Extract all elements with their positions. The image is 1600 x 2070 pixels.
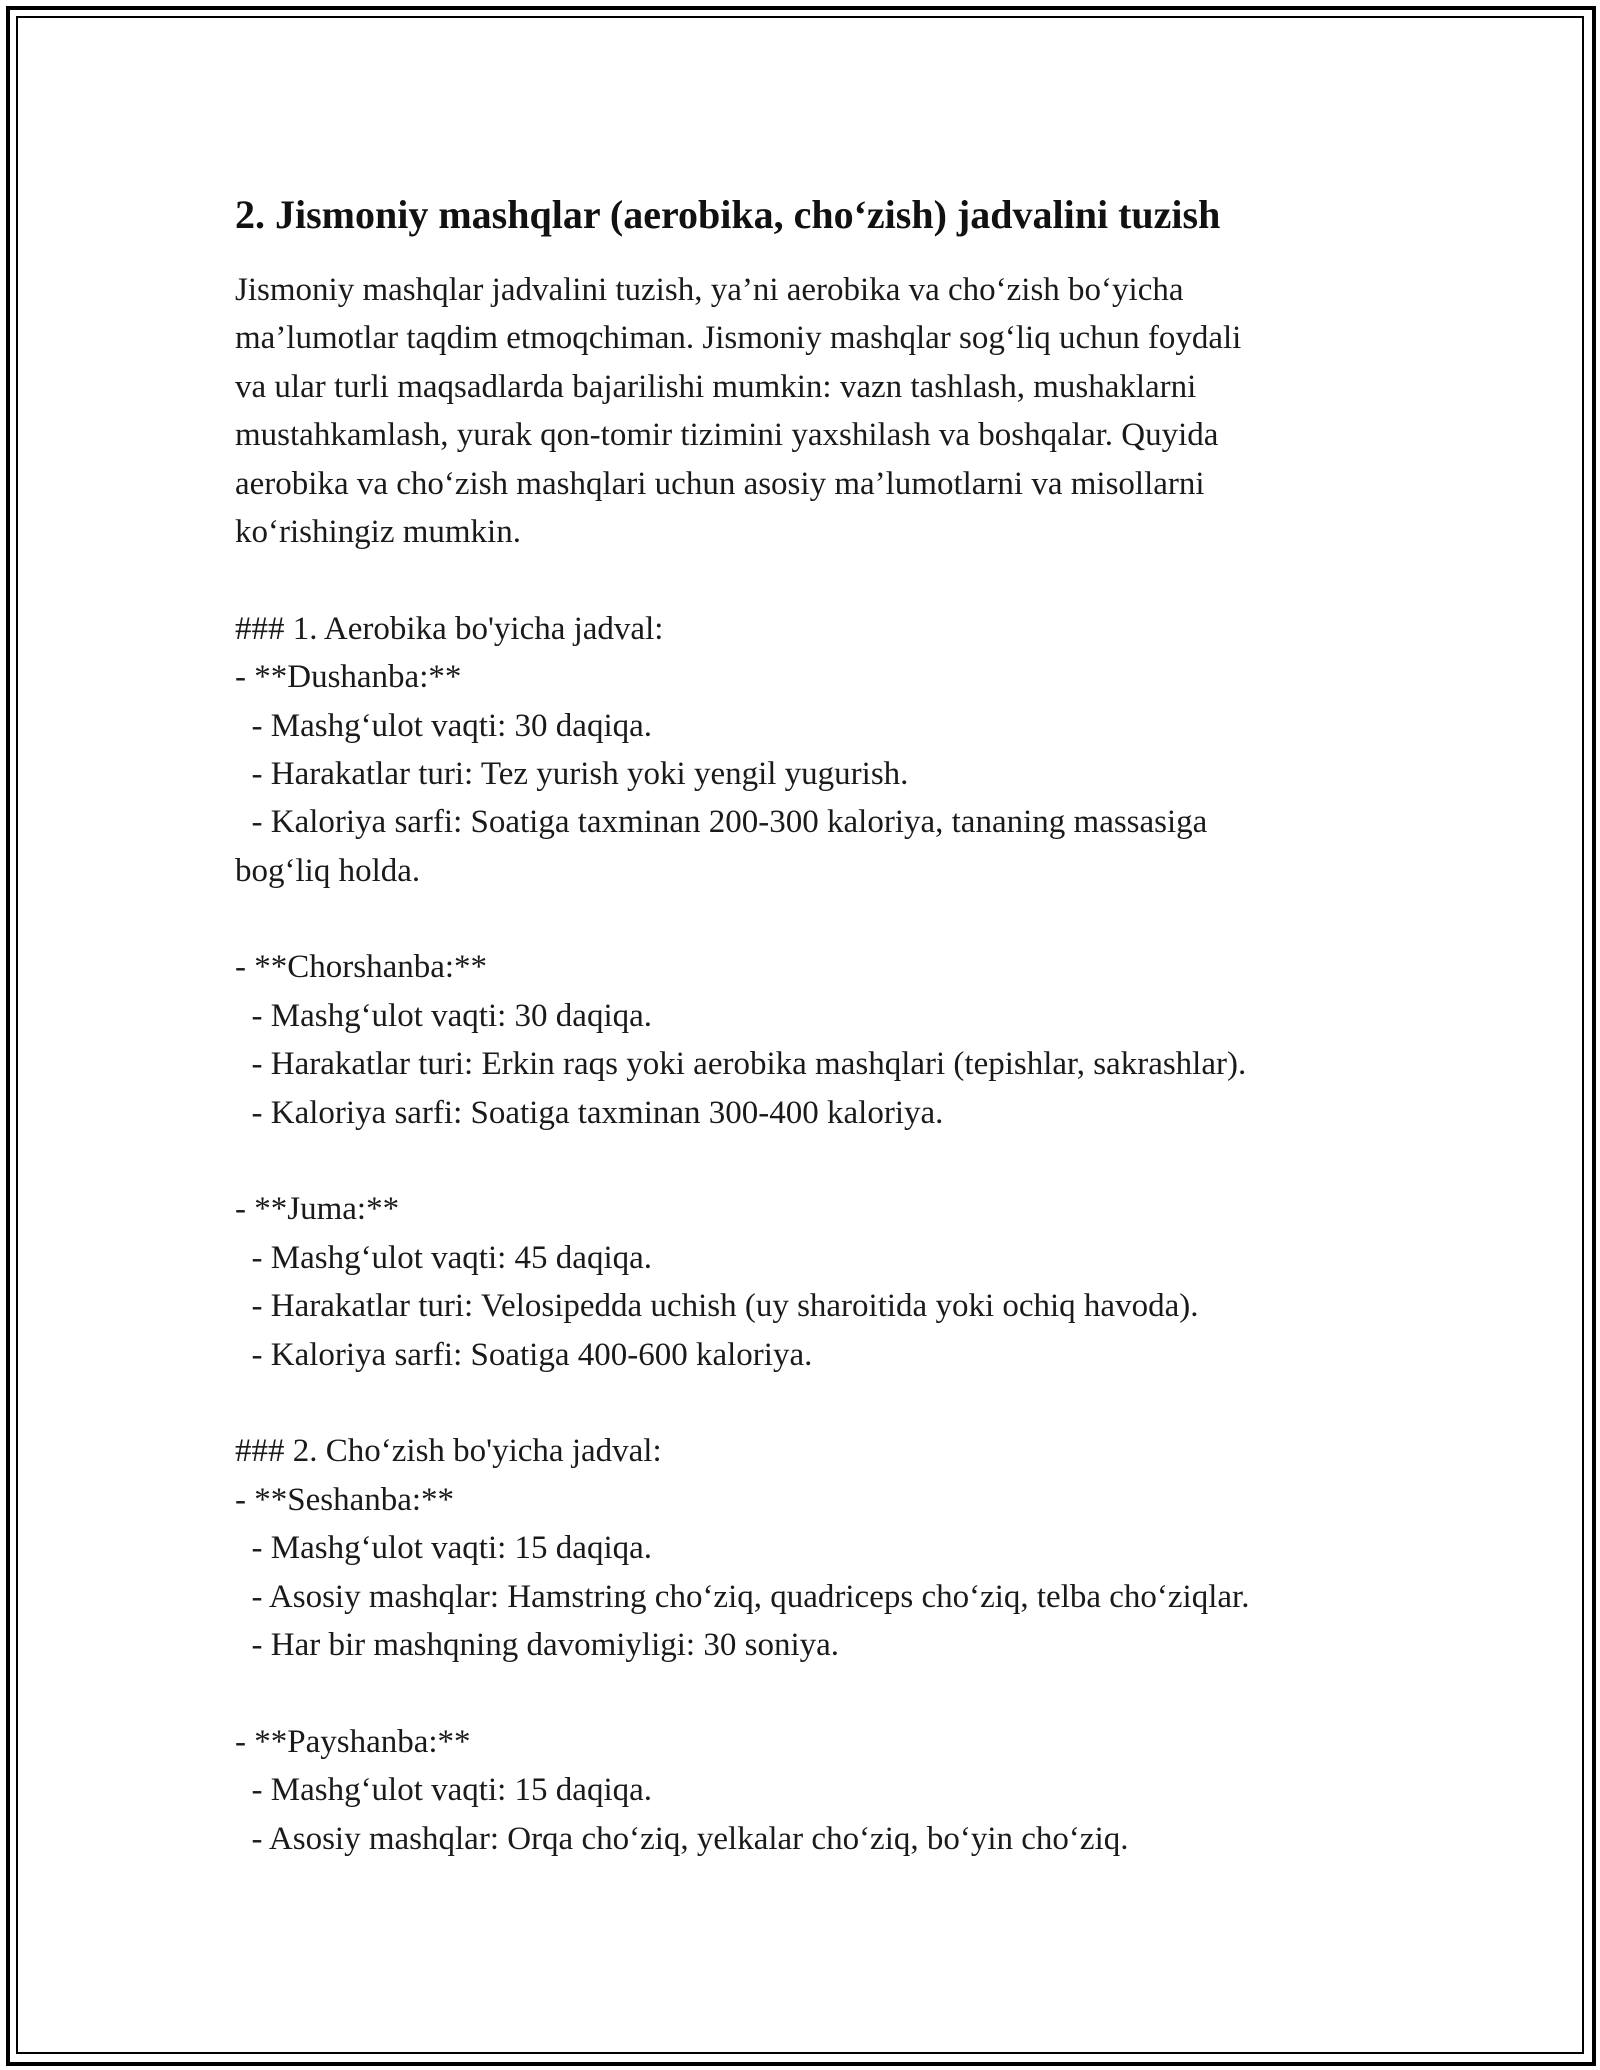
list-item: - Asosiy mashqlar: Orqa cho‘ziq, yelkalar cho‘ziq, bo‘yin cho‘ziq. — [235, 1820, 1129, 1857]
day-label-tuesday: - **Seshanba:** — [235, 1481, 455, 1518]
day-label-monday: - **Dushanba:** — [235, 659, 462, 696]
list-item: - Harakatlar turi: Tez yurish yoki yengil yugurish. — [235, 755, 909, 792]
day-label-wednesday: - **Chorshanba:** — [235, 949, 488, 986]
intro-line: Jismoniy mashqlar jadvalini tuzish, ya’ni aerobika va cho‘zish bo‘yicha — [235, 272, 1184, 308]
intro-line: va ular turli maqsadlarda bajarilishi mumkin: vazn tashlash, mushaklarni — [235, 368, 1197, 405]
intro-line: ma’lumotlar taqdim etmoqchiman. Jismoniy mashqlar sog‘liq uchun foydali — [235, 320, 1242, 357]
day-label-thursday: - **Payshanba:** — [235, 1723, 471, 1760]
intro-line: aerobika va cho‘zish mashqlari uchun asosiy ma’lumotlarni va misollarni — [235, 465, 1205, 502]
list-item: - Asosiy mashqlar: Hamstring cho‘ziq, quadriceps cho‘ziq, telba cho‘ziqlar. — [235, 1578, 1250, 1615]
aerobics-section — [235, 605, 1415, 1379]
document-body — [235, 180, 1415, 1863]
stretching-heading: ### 2. Cho‘zish bo'yicha jadval: — [235, 1433, 662, 1470]
day-label-friday: - **Juma:** — [235, 1191, 400, 1228]
section-title: 2. Jismoniy mashqlar (aerobika, cho‘zish) jadvalini tuzish — [235, 192, 1221, 237]
list-item: - Mashg‘ulot vaqti: 45 daqiqa. — [235, 1239, 653, 1276]
list-item: - Kaloriya sarfi: Soatiga taxminan 300-400 kaloriya. — [235, 1094, 944, 1131]
list-item: - Mashg‘ulot vaqti: 15 daqiqa. — [235, 1772, 653, 1809]
list-item: - Kaloriya sarfi: Soatiga taxminan 200-300 kaloriya, tananing massasiga — [235, 804, 1208, 841]
list-item: - Mashg‘ulot vaqti: 30 daqiqa. — [235, 997, 653, 1034]
blank-line — [235, 895, 1415, 943]
list-item: - Mashg‘ulot vaqti: 30 daqiqa. — [235, 707, 653, 744]
list-item: - Harakatlar turi: Erkin raqs yoki aerobika mashqlari (tepishlar, sakrashlar). — [235, 1046, 1247, 1083]
intro-line: mustahkamlash, yurak qon-tomir tizimini yaxshilash va boshqalar. Quyida — [235, 417, 1219, 454]
intro-line: ko‘rishingiz mumkin. — [235, 513, 521, 550]
list-item-continuation: bog‘liq holda. — [235, 852, 421, 889]
list-item: - Har bir mashqning davomiyligi: 30 soniya. — [235, 1626, 840, 1663]
aerobics-heading: ### 1. Aerobika bo'yicha jadval: — [235, 610, 664, 647]
blank-line — [235, 556, 1415, 604]
list-item: - Harakatlar turi: Velosipedda uchish (uy sharoitida yoki ochiq havoda). — [235, 1288, 1199, 1325]
stretching-section — [235, 1427, 1415, 1863]
blank-line — [235, 1669, 1415, 1717]
intro-paragraph — [235, 266, 1415, 556]
blank-line — [235, 1379, 1415, 1427]
list-item: - Mashg‘ulot vaqti: 15 daqiqa. — [235, 1530, 653, 1567]
list-item: - Kaloriya sarfi: Soatiga 400-600 kaloriya. — [235, 1336, 813, 1373]
blank-line — [235, 1137, 1415, 1185]
